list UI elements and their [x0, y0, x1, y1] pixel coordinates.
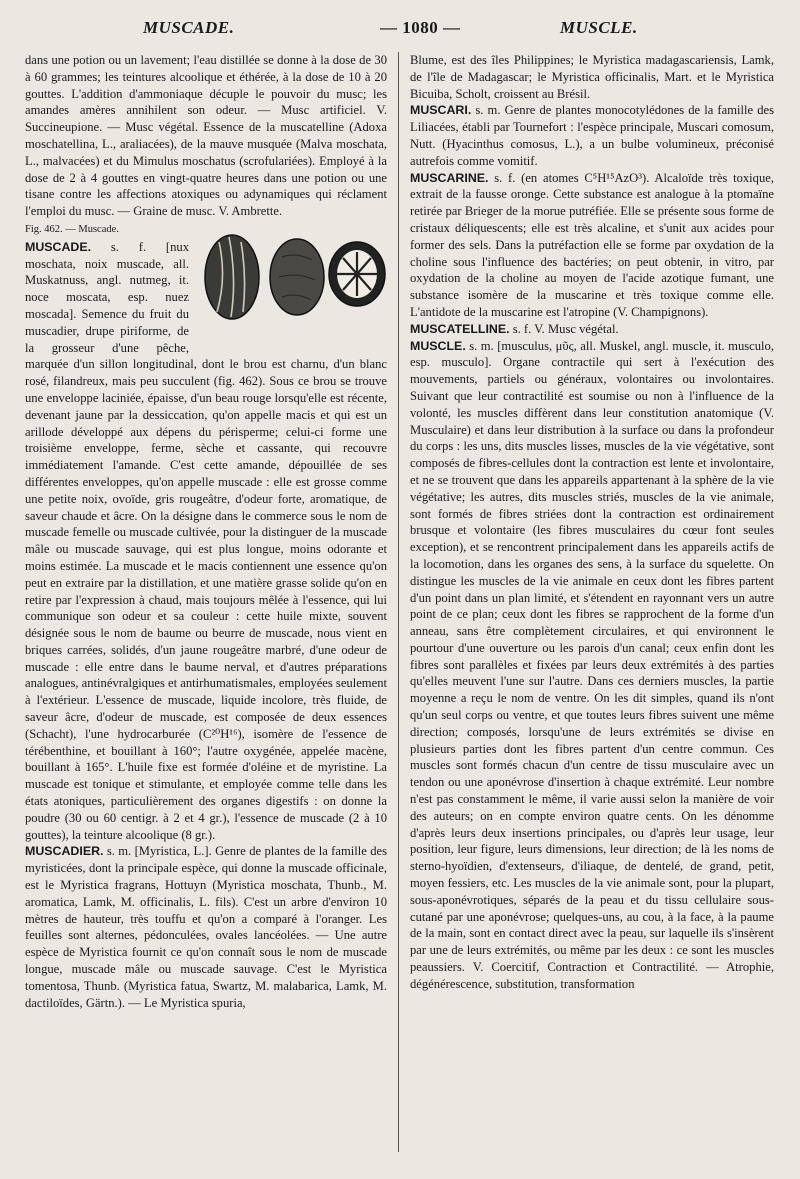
header-right-term: MUSCLE. — [560, 18, 638, 37]
headword-muscarine: MUSCARINE. — [410, 170, 489, 185]
page-header — [0, 18, 800, 42]
entry-text: s. f. (en atomes C⁵H¹⁵AzO³). Alcaloïde très toxique, extrait de la fausse oronge. Cette substance est analogue à la ptomaïne retirée par Brieger de la morue putréfiée. Elle se présente sous forme de cristaux déliquescents; elle est très alcaline, et s'unit aux acides pour former des sels. Dans la putréfaction elle se forme par oxydation de la choline sous l'influence des bactéries; on peut obtenir, in vitro, par oxydation de la choline au moyen de l'acide azotique fumant, une substance isomère de la muscarine et très toxique comme elle. L'antidote de la muscarine est l'atropine (V. Champignons). — [410, 170, 774, 319]
column-divider — [398, 52, 399, 1152]
entry-text: s. f. [nux moschata, noix muscade, all. Muskatnuss, angl. nutmeg, it. noce moscata, esp. nuez moscada]. Semence du fruit du muscadier, drupe piriforme, de la grosseur d'une pêche, marquée d'un sillon longitudinal, dont le brou est charnu, d'un blanc rosé, filandreux, mais peu succulent (fig. 462). Sous ce brou se trouve une enveloppe laciniée, épaisse, d'un beau rouge lorsqu'elle est récente, devenant jaune par la dessiccation, qu'on appelle macis et qui est un arillode développé aux dépens du périsperme; celui-ci forme une troisième enveloppe, ferme, sèche et cassante, qui recouvre immédiatement l'amande. C'est cette amande, dépouillée de ses différentes enveloppes, qu'on appelle muscade : elle est grosse comme une petite noix, ovoïde, gris rougeâtre, d'odeur forte, aromatique, de saveur chaude et âcre. On la désigne dans le commerce sous le nom de muscade femelle ou muscade cultivée, pour la distinguer de la muscade mâle ou muscade sauvage, qui est plus longue, moins odorante et moins estimée. La muscade et le macis contiennent une essence qu'on peut en extraire par la distillation, et une matière grasse solide qu'on en retire par l'expression à chaud, mais toujours mêlée à l'essence, qui lui communique son odeur et sa couleur : cette huile mixte, souvent désignée sous le nom de baume ou beurre de muscade, nous vient en briques carrées, solidés, d'un jaune rougeâtre marbré, d'une odeur de muscade : elle entre dans le baume nerval, et d'autres préparations analogues, antinévralgiques et antirhumatismales, employées seulement à l'extérieur. L'essence de muscade, liquide incolore, très fluide, de saveur âcre, d'odeur de muscade, est composée de deux essences (Schacht), l'une hydrocarburée (C²⁰H¹⁶), isomère de l'essence de térébenthine, et bouillant à 160°; l'autre oxygénée, appelée macène, bouillant à 165°. L'huile fixe est formée d'oléine et de myristine. La muscade est tonique et stimulante, et employée comme telle dans les états atoniques, particulièrement des organes digestifs : on donne la poudre (30 ou 60 centigr. à 2 et 4 gr.), l'essence de muscade (2 à 10 gouttes), la teinture alcoolique (8 gr.). — [25, 239, 387, 842]
headword-muscatelline: MUSCATELLINE. — [410, 321, 510, 336]
header-left-term: MUSCADE. — [143, 18, 235, 37]
nutmeg-illustration — [197, 222, 387, 322]
entry-text: s. m. [musculus, μῦς, all. Muskel, angl. muscle, it. musculo, esp. musculo]. Organe contractile qui sert à l'exécution des mouvements, partiels ou généraux, volontaires ou involontaires. Suivant que leur contractilité est soumise ou non à l'influence de la volonté, les muscles diffèrent dans leur constitution anatomique (V. Musculaire) et dans leur distribution à la surface ou dans la profondeur du corps : les uns, dits muscles lisses, muscles de la vie végétative, sont composés de fibres-cellules dont la contraction est lente et involontaire, et ne se trouvent que dans les appareils appartenant à la sphère de la vie végétative; les autres, dits muscles striés, muscles de la vie animale, sont formés de fibres striées dont la contraction est ordinairement brusque et volontaire (les fibres musculaires du cœur font seules exception), et se rencontrent principalement dans les appareils actifs de la locomotion, dans les organes des sens, à la surface du squelette. On distingue les muscles de la vie animale en ceux dont les fibres partent d'un point dans un plan limité, et s'étendent en rayonnant vers un autre point de ce plan; ceux dont les fibres se rapprochent de la forme d'un anneau, sans être complètement circulaires, et qui environnent le pourtour d'une ouverture ou les parois d'un canal; ceux enfin dont les fibres sont parallèles et fixées par leurs deux extrémités à des parties qu'elles meuvent l'une sur l'autre. Dans ces derniers muscles, la partie moyenne a reçu le nom de ventre. On les dit simples, quand ils n'ont qu'un seul corps ou ventre, et que toutes leurs fibres suivent une même direction; composés, lorsqu'une de leurs extrémités se divise en plusieurs parties dont les fibres partent d'un centre commun. Ces muscles sont formés chacun d'un centre de tissu musculaire avec un tendon ou une aponévrose d'insertion à chaque extrémité. Leur nombre n'est pas constamment le même, il varie aussi selon la manière de voir des auteurs; on en compte environ quatre cents. On les dénomme d'après leurs deux insertions principales, ou d'après leur usage, leur position, leur figure, leurs dimensions, leur direction; de là les noms de sterno-hyoïdien, d'extenseurs, d'iliaque, de dentelé, de grand, petit, moyen fessiers, etc. Les muscles de la vie animale sont, pour la plupart, sous-aponévrotiques, séparés de la peau et du tissu cellulaire sous-cutané par une aponévrose; quelques-uns, au cou, à la face, à la paume de la main, sont en contact direct avec la peau, sur laquelle ils s'insèrent par une de leurs extrémités, ou même par les deux : ce sont les muscles peaussiers. V. Coercitif, Contraction et Contractilité. — Atrophie, dégénérescence, substitution, transformation — [410, 338, 774, 991]
entry-muscatelline — [410, 321, 774, 338]
entry-text: s. f. V. Musc végétal. — [509, 321, 619, 336]
headword-muscadier: MUSCADIER. — [25, 844, 104, 859]
entry-muscadier — [25, 843, 387, 1011]
entry-muscarine — [410, 170, 774, 321]
entry-text: Blume, est des îles Philippines; le Myristica madagascariensis, Lamk, de l'île de Madagascar; le Myristica officinalis, Mart. et le Myristica Bicuiba, Scholt, croissent au Brésil. — [410, 53, 774, 101]
entry-muscadier-continued — [410, 52, 774, 102]
headword-muscade: MUSCADE. — [25, 239, 92, 254]
entry-muscari — [410, 102, 774, 169]
left-column — [25, 52, 387, 1011]
entry-muscle — [410, 338, 774, 993]
entry-text: dans une potion ou un lavement; l'eau distillée se donne à la dose de 30 à 60 grammes; les teintures alcoolique et éthérée, à la dose de 10 à 20 gouttes. L'addition d'ammoniaque décuple le pouvoir du musc; les amandes amères annihilent son odeur. — Musc artificiel. V. Succineupione. — Musc végétal. Essence de la muscatelline (Adoxa moschatellina, L., araliacées), de la mauve musquée (Malva moschata, L., malvacées) et du Mimulus moschatus (scrofulariées). Employé à la dose de 2 à 4 gouttes en vingt-quatre heures dans une potion ou une tisane contre les affections atoxiques ou adynamiques qui réclament l'emploi du musc. — Graine de musc. V. Ambrette. — [25, 53, 387, 219]
figure-nutmeg — [197, 222, 387, 344]
page-number: — 1080 — — [380, 18, 461, 37]
entry-text: s. m. [Myristica, L.]. Genre de plantes de la famille des myristicées, dont la principale espèce, qui donne la muscade officinale, est le Myristica fragrans, Hottuyn (Myristica moschata, Thunb., M. aromatica, Lamk, M. officinalis, L. fils). C'est un arbre d'environ 10 mètres de hauteur, très touffu et qu'on a comparé à l'oranger. Les feuilles sont alternes, pédonculées, ovales lancéolées. — Une autre espèce de Myristica fournit ce qu'on connaît sous le nom de muscade longue, muscade mâle ou muscade sauvage. C'est le Myristica tomentosa, Thunb. (Myristica fatua, Swartz, M. malabarica, Lamk, M. dactiloïdes, Gärtn.). — Le Myristica spuria, — [25, 844, 387, 1010]
headword-muscari: MUSCARI. — [410, 103, 472, 118]
headword-muscle: MUSCLE. — [410, 338, 466, 353]
figure-caption: Fig. 462. — Muscade. — [25, 223, 119, 235]
entry-text: s. m. Genre de plantes monocotylédones de la famille des Liliacées, établi par Tournefort : l'espèce principale, Muscari comosum, Nutt. (Hyacinthus comosus, L.), a un bulbe volumineux, préconisé autrefois comme vomitif. — [410, 103, 774, 168]
right-column — [410, 52, 774, 993]
entry-musc-continued — [25, 52, 387, 220]
